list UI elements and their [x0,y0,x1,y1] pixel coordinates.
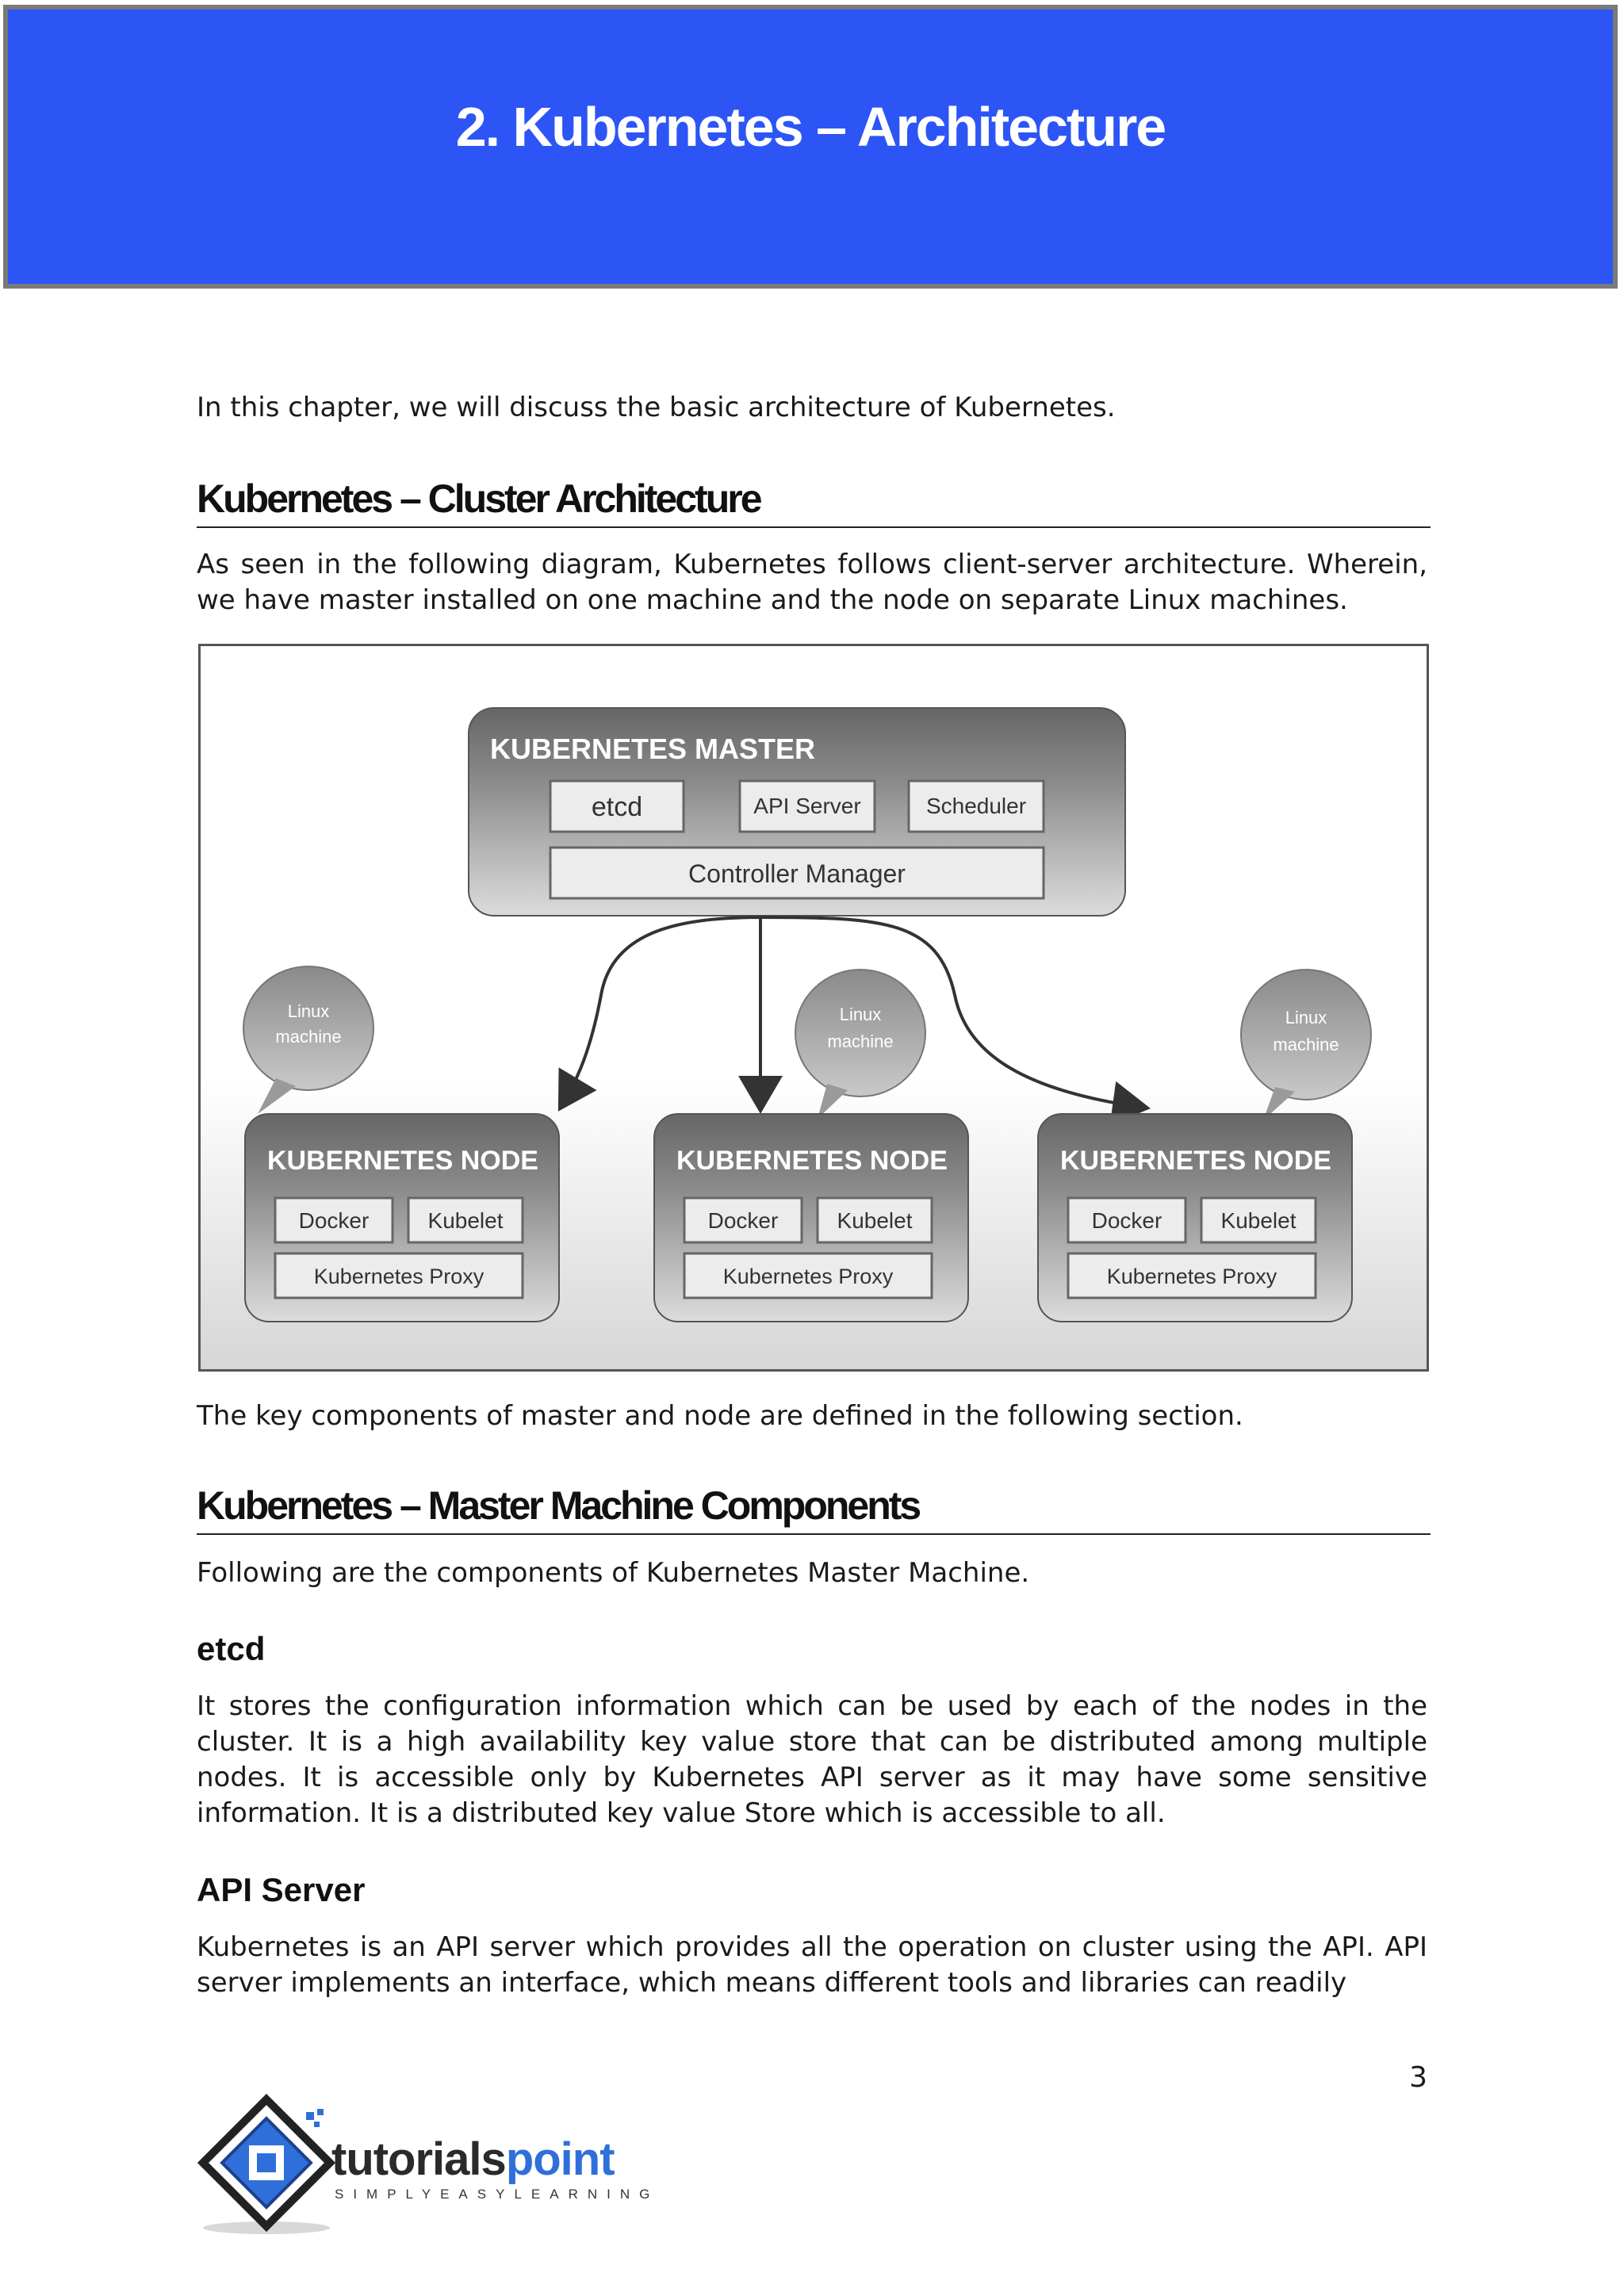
bubble-linux-label: Linux [1285,1008,1327,1027]
node-title: KUBERNETES NODE [1060,1146,1331,1176]
after-diagram-text: The key components of master and node are defined in the following section. [197,1400,1243,1432]
linux-bubble-middle [795,970,925,1119]
docker-label: Docker [707,1208,779,1233]
bubble-linux-label: Linux [839,1004,882,1024]
kubelet-label: Kubelet [427,1208,504,1233]
bubble-machine-label: machine [1273,1035,1339,1054]
docker-label: Docker [1091,1208,1162,1233]
docker-label: Docker [298,1208,370,1233]
kubernetes-node-1 [245,1114,559,1322]
kubelet-label: Kubelet [837,1208,913,1233]
tutorialspoint-logo [195,2093,671,2236]
master-title: KUBERNETES MASTER [490,733,816,765]
api-server-heading: API Server [197,1871,366,1908]
architecture-diagram [198,644,1429,1372]
cluster-architecture-paragraph: As seen in the following diagram, Kubernetes follows client-server architecture. Wherein, we have master installed on one machine and the node on separate Linux machines. [197,549,1427,616]
node-title: KUBERNETES NODE [676,1146,948,1176]
proxy-label: Kubernetes Proxy [722,1265,894,1288]
etcd-heading: etcd [197,1630,266,1667]
linux-bubble-left [243,966,373,1114]
chapter-title: 2. Kubernetes – Architecture [455,96,1166,158]
api-server-paragraph: Kubernetes is an API server which provides all the operation on cluster using the API. API server implements an interface, which means different tools and libraries can readily [197,1931,1427,1999]
master-box [469,708,1125,916]
linux-bubble-right [1241,970,1371,1120]
proxy-label: Kubernetes Proxy [1106,1265,1277,1288]
section-heading-cluster-architecture: Kubernetes – Cluster Architecture [197,476,1431,528]
scheduler-label: Scheduler [925,794,1027,818]
etcd-paragraph: It stores the configuration information which can be used by each of the nodes in the cluster. It is a high availability key value store that can be distributed among multiple nodes. It is accessible only by Kubernetes API server as it may have some sensitive information. It is a distributed key value Store which is accessible to all. [197,1690,1427,1829]
kubernetes-node-3 [1038,1114,1352,1322]
chapter-banner [3,5,1618,289]
node-title: KUBERNETES NODE [267,1146,538,1176]
kubernetes-node-2 [654,1114,968,1322]
logo-wordmark: tutorialspoint [331,2133,615,2185]
logo-tagline: SIMPLYEASYLEARNING [335,2187,660,2202]
page-number: 3 [1409,2061,1427,2094]
bubble-machine-label: machine [827,1031,894,1051]
intro-text: In this chapter, we will discuss the basic architecture of Kubernetes. [197,392,1116,423]
section-heading-master-components: Kubernetes – Master Machine Components [197,1483,1431,1535]
etcd-label: etcd [591,792,643,822]
kubelet-label: Kubelet [1220,1208,1297,1233]
bubble-machine-label: machine [275,1027,342,1047]
controller-manager-label: Controller Manager [688,859,906,888]
proxy-label: Kubernetes Proxy [313,1265,485,1288]
master-components-intro: Following are the components of Kubernetes Master Machine. [197,1557,1030,1589]
api-server-label: API Server [753,794,861,818]
bubble-linux-label: Linux [287,1001,330,1021]
